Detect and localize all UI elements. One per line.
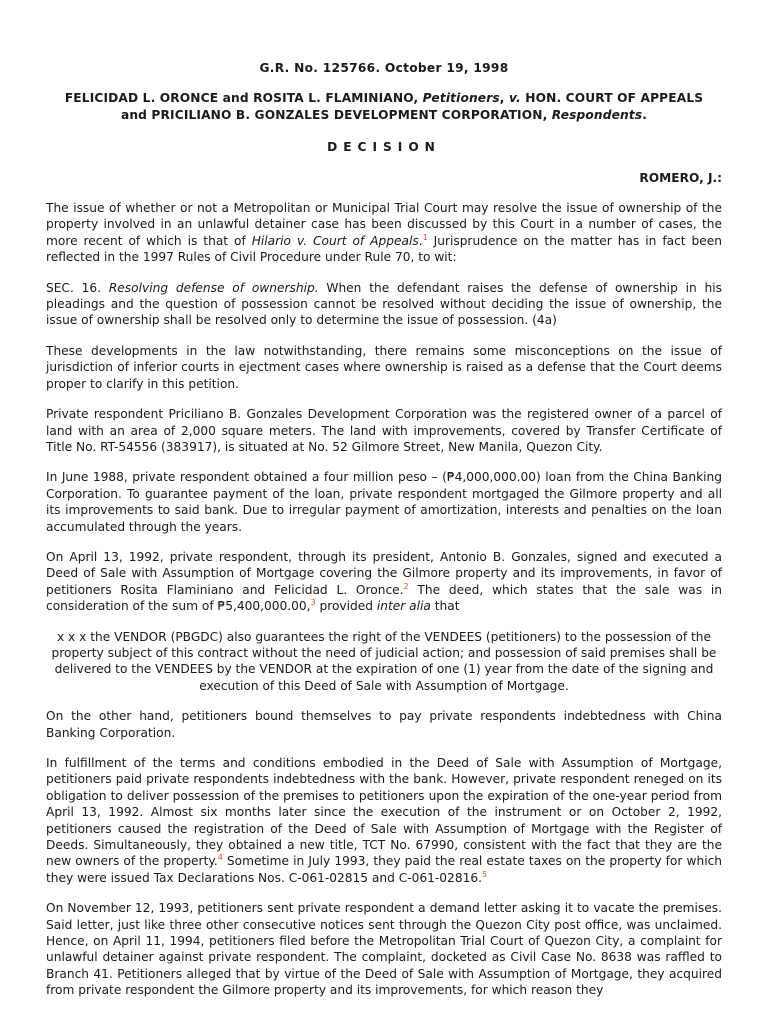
- paragraph-5: In June 1988, private respondent obtained a four million peso – (₱4,000,000.00) loan from the China Banking Corporation. To guarantee payment of the loan, private respondent mortgaged the Gilmore property and all its improvements to said bank. Due to irregular payment of amortization, interests and penalties on the loan accumulated through the years.: [46, 470, 722, 534]
- paragraph-6: On April 13, 1992, private respondent, through its president, Antonio B. Gonzales, signed and executed a Deed of Sale with Assumption of Mortgage covering the Gilmore property and its improvements, in favor of petitioners Rosita Flaminiano and Felicidad L. Oronce.$^2$ The deed, which states that the sale was in consideration of the sum of ₱5,400,000.00,$^3$ provided inter alia that: [46, 549, 722, 614]
- deed-quote: x x x the VENDOR (PBGDC) also guarantees the right of the VENDEES (petitioners) to the possession of the property subject of this contract without the need of judicial action; and possession of said premises shall be delivered to the VENDEES by the VENDOR at the expiration of one (1) year from the date of the signing and execution of this Deed of Sale with Assumption of Mortgage.: [51, 629, 717, 693]
- respondents-label: Respondents: [551, 107, 643, 122]
- inter-alia: inter alia: [376, 599, 431, 614]
- footnote-link-1[interactable]: 1: [422, 232, 428, 242]
- paragraph-rule-section: SEC. 16. Resolving defense of ownership. When the defendant raises the defense of ownership in his pleadings and the question of possession cannot be resolved without deciding the issue of ownership, the issue of ownership shall be resolved only to determine the issue of possession. (4a): [46, 280, 722, 328]
- paragraph-3: These developments in the law notwithstanding, there remains some misconceptions on the issue of jurisdiction of inferior courts in ejectment cases where ownership is raised as a defense that the Court deems proper to clarify in this petition.: [46, 343, 722, 391]
- footnote-link-3[interactable]: 3: [310, 598, 316, 608]
- paragraph-1: The issue of whether or not a Metropolitan or Municipal Trial Court may resolve the issue of ownership of the property involved in an unlawful detainer case has been discussed by this Court in a number of cases, the more recent of which is that of Hilario v. Court of Appeals.$^1$ Jurisprudence on the matter has in fact been reflected in the 1997 Rules of Civil Procedure under Rule 70, to wit:: [46, 201, 723, 265]
- case-citation: Hilario v. Court of Appeals: [251, 233, 419, 248]
- versus-label: v.: [508, 91, 521, 106]
- petitioners-names: FELICIDAD L. ORONCE and ROSITA L. FLAMINIANO,: [64, 91, 419, 106]
- decision-title: DECISION: [327, 140, 441, 155]
- footnote-link-2[interactable]: 2: [403, 581, 409, 591]
- paragraph-8: In fulfillment of the terms and conditions embodied in the Deed of Sale with Assumption of Mortgage, petitioners paid private respondents indebtedness with the bank. However, private respondent reneged on its obligation to deliver possession of the premises to petitioners upon the expiration of the one-year period from April 13, 1992. Almost six months later since the execution of the instrument or on October 2, 1992, petitioners caused the registration of the Deed of Sale with Assumption of Mortgage with the Register of Deeds. Simultaneously, they obtained a new title, TCT No. 67990, consistent with the fact that they are the new owners of the property.$^4$ Sometime in July 1993, they paid the real estate taxes on the property for which they were issued Tax Declarations Nos. C-061-02815 and C-061-02816.$^5$: [46, 756, 723, 885]
- paragraph-4: Private respondent Priciliano B. Gonzales Development Corporation was the registered owner of a parcel of land with an area of 2,000 square meters. The land with improvements, covered by Transfer Certificate of Title No. RT-54556 (383917), is situated at No. 52 Gilmore Street, New Manila, Quezon City.: [46, 407, 722, 454]
- footnote-link-4[interactable]: 4: [217, 853, 223, 863]
- respondents-line2: and PRICILIANO B. GONZALES DEVELOPMENT CORPORATION,: [120, 107, 548, 122]
- paragraph-7: On the other hand, petitioners bound themselves to pay private respondents indebtedness with China Banking Corporation.: [46, 709, 722, 740]
- footnote-link-5[interactable]: 5: [481, 869, 488, 879]
- ponente: ROMERO, J.:: [639, 170, 722, 185]
- case-parties: FELICIDAD L. ORONCE and ROSITA L. FLAMINIANO, Petitioners, v. HON. COURT OF APPEALS and PRICILIANO B. GONZALES DEVELOPMENT CORPORATION, Respondents.: [64, 91, 704, 122]
- petitioners-label: Petitioners: [422, 91, 500, 106]
- respondents-names: HON. COURT OF APPEALS: [525, 91, 704, 106]
- section-title: Resolving defense of ownership.: [108, 280, 319, 295]
- case-number: G.R. No. 125766. October 19, 1998: [259, 61, 509, 75]
- paragraph-9: On November 12, 1993, petitioners sent private respondent a demand letter asking it to vacate the premises. Said letter, just like three other consecutive notices sent through the Quezon City post office, was unclaimed. Hence, on April 11, 1994, petitioners filed before the Metropolitan Trial Court of Quezon City, a complaint for unlawful detainer against private respondent. The complaint, docketed as Civil Case No. 8638 was raffled to Branch 41. Petitioners alleged that by virtue of the Deed of Sale with Assumption of Mortgage, they acquired from private respondent the Gilmore property and its improvements, for which reason they: [46, 901, 722, 998]
